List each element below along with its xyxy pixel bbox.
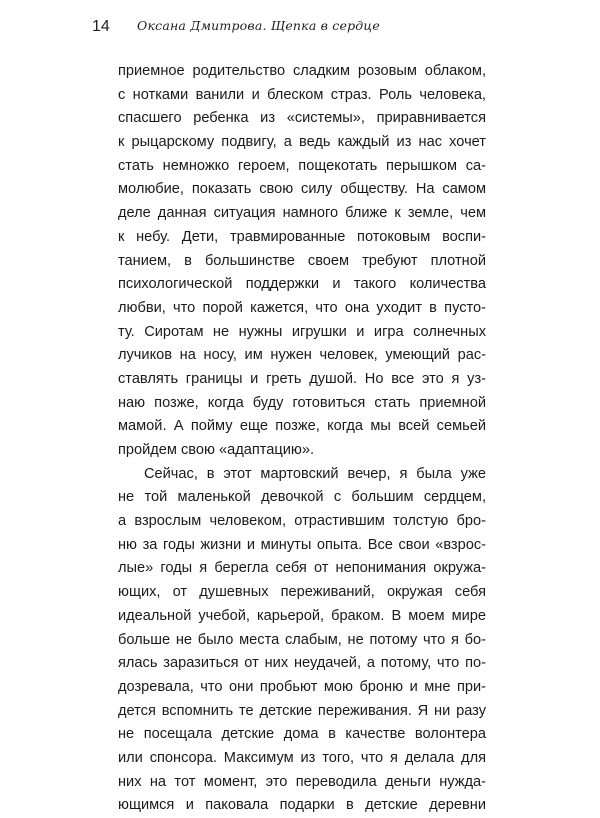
text-line: ту. Сиротам не нужны игрушки и игра солнечных bbox=[118, 323, 486, 340]
text-line: лучиков на носу, им нужен человек, умеющий рас- bbox=[118, 347, 486, 364]
text-line: мамой. А пойму еще позже, когда мы всей семьей bbox=[118, 418, 486, 435]
paragraph-start-line: Сейчас, в этот мартовский вечер, я была уже bbox=[144, 465, 486, 482]
text-line: любви, что порой кажется, что она уходит в пусто- bbox=[118, 299, 486, 316]
text-line: дозревала, что они пробьют мою броню и мне при- bbox=[118, 678, 486, 695]
text-line: танием, в большинстве своем требуют плотной bbox=[118, 252, 486, 269]
text-line: ющих, от душевных переживаний, окружая себя bbox=[118, 584, 486, 601]
paragraph-end-line: пройдем свою «адаптацию». bbox=[118, 442, 315, 458]
page-number: 14 bbox=[92, 18, 110, 35]
text-line: дется вспомнить те детские переживания. Я ни разу bbox=[118, 702, 486, 719]
text-line: ню за годы жизни и минуты опыта. Все свои «взрос- bbox=[118, 536, 486, 553]
text-line: ставлять границы и греть душой. Но все это я уз- bbox=[118, 370, 486, 387]
text-line: них на тот момент, это переводила деньги нужда- bbox=[118, 773, 486, 790]
running-head: Оксана Дмитрова. Щепка в сердце bbox=[137, 18, 380, 33]
text-line: деле данная ситуация намного ближе к земле, чем bbox=[118, 205, 486, 222]
text-line: психологической поддержки и такого количества bbox=[118, 276, 486, 293]
text-line: идеальной учебой, карьерой, браком. В моем мире bbox=[118, 607, 486, 624]
text-line: лые» годы я берегла себя от непонимания окружа- bbox=[118, 560, 486, 577]
text-line: а взрослым человеком, отрастившим толстую бро- bbox=[118, 513, 486, 530]
text-line: молюбие, показать свою силу обществу. На самом bbox=[118, 181, 486, 198]
text-line: или спонсора. Максимум из того, что я делала для bbox=[118, 749, 486, 766]
text-line: ющимся и паковала подарки в детские деревни bbox=[118, 797, 486, 814]
text-line: ялась заразиться от них неудачей, а потому, что по- bbox=[118, 655, 486, 672]
text-line: к небу. Дети, травмированные потоковым воспи- bbox=[118, 228, 486, 245]
text-line: спасшего ребенка из «системы», приравнивается bbox=[118, 110, 486, 127]
body-text bbox=[118, 60, 486, 818]
text-line: не той маленькой девочкой с большим сердцем, bbox=[118, 489, 486, 506]
text-line: не посещала детские дома в качестве волонтера bbox=[118, 726, 486, 743]
text-line: к рыцарскому подвигу, а ведь каждый из нас хочет bbox=[118, 134, 486, 151]
text-line: наю позже, когда буду готовиться стать приемной bbox=[118, 394, 486, 411]
text-line: приемное родительство сладким розовым облаком, bbox=[118, 63, 486, 79]
text-line: больше не было места слабым, не потому что я бо- bbox=[118, 631, 486, 648]
text-line: стать немножко героем, пощекотать перышком са- bbox=[118, 157, 486, 174]
text-line: с нотками ванили и блеском страз. Роль человека, bbox=[118, 86, 486, 103]
